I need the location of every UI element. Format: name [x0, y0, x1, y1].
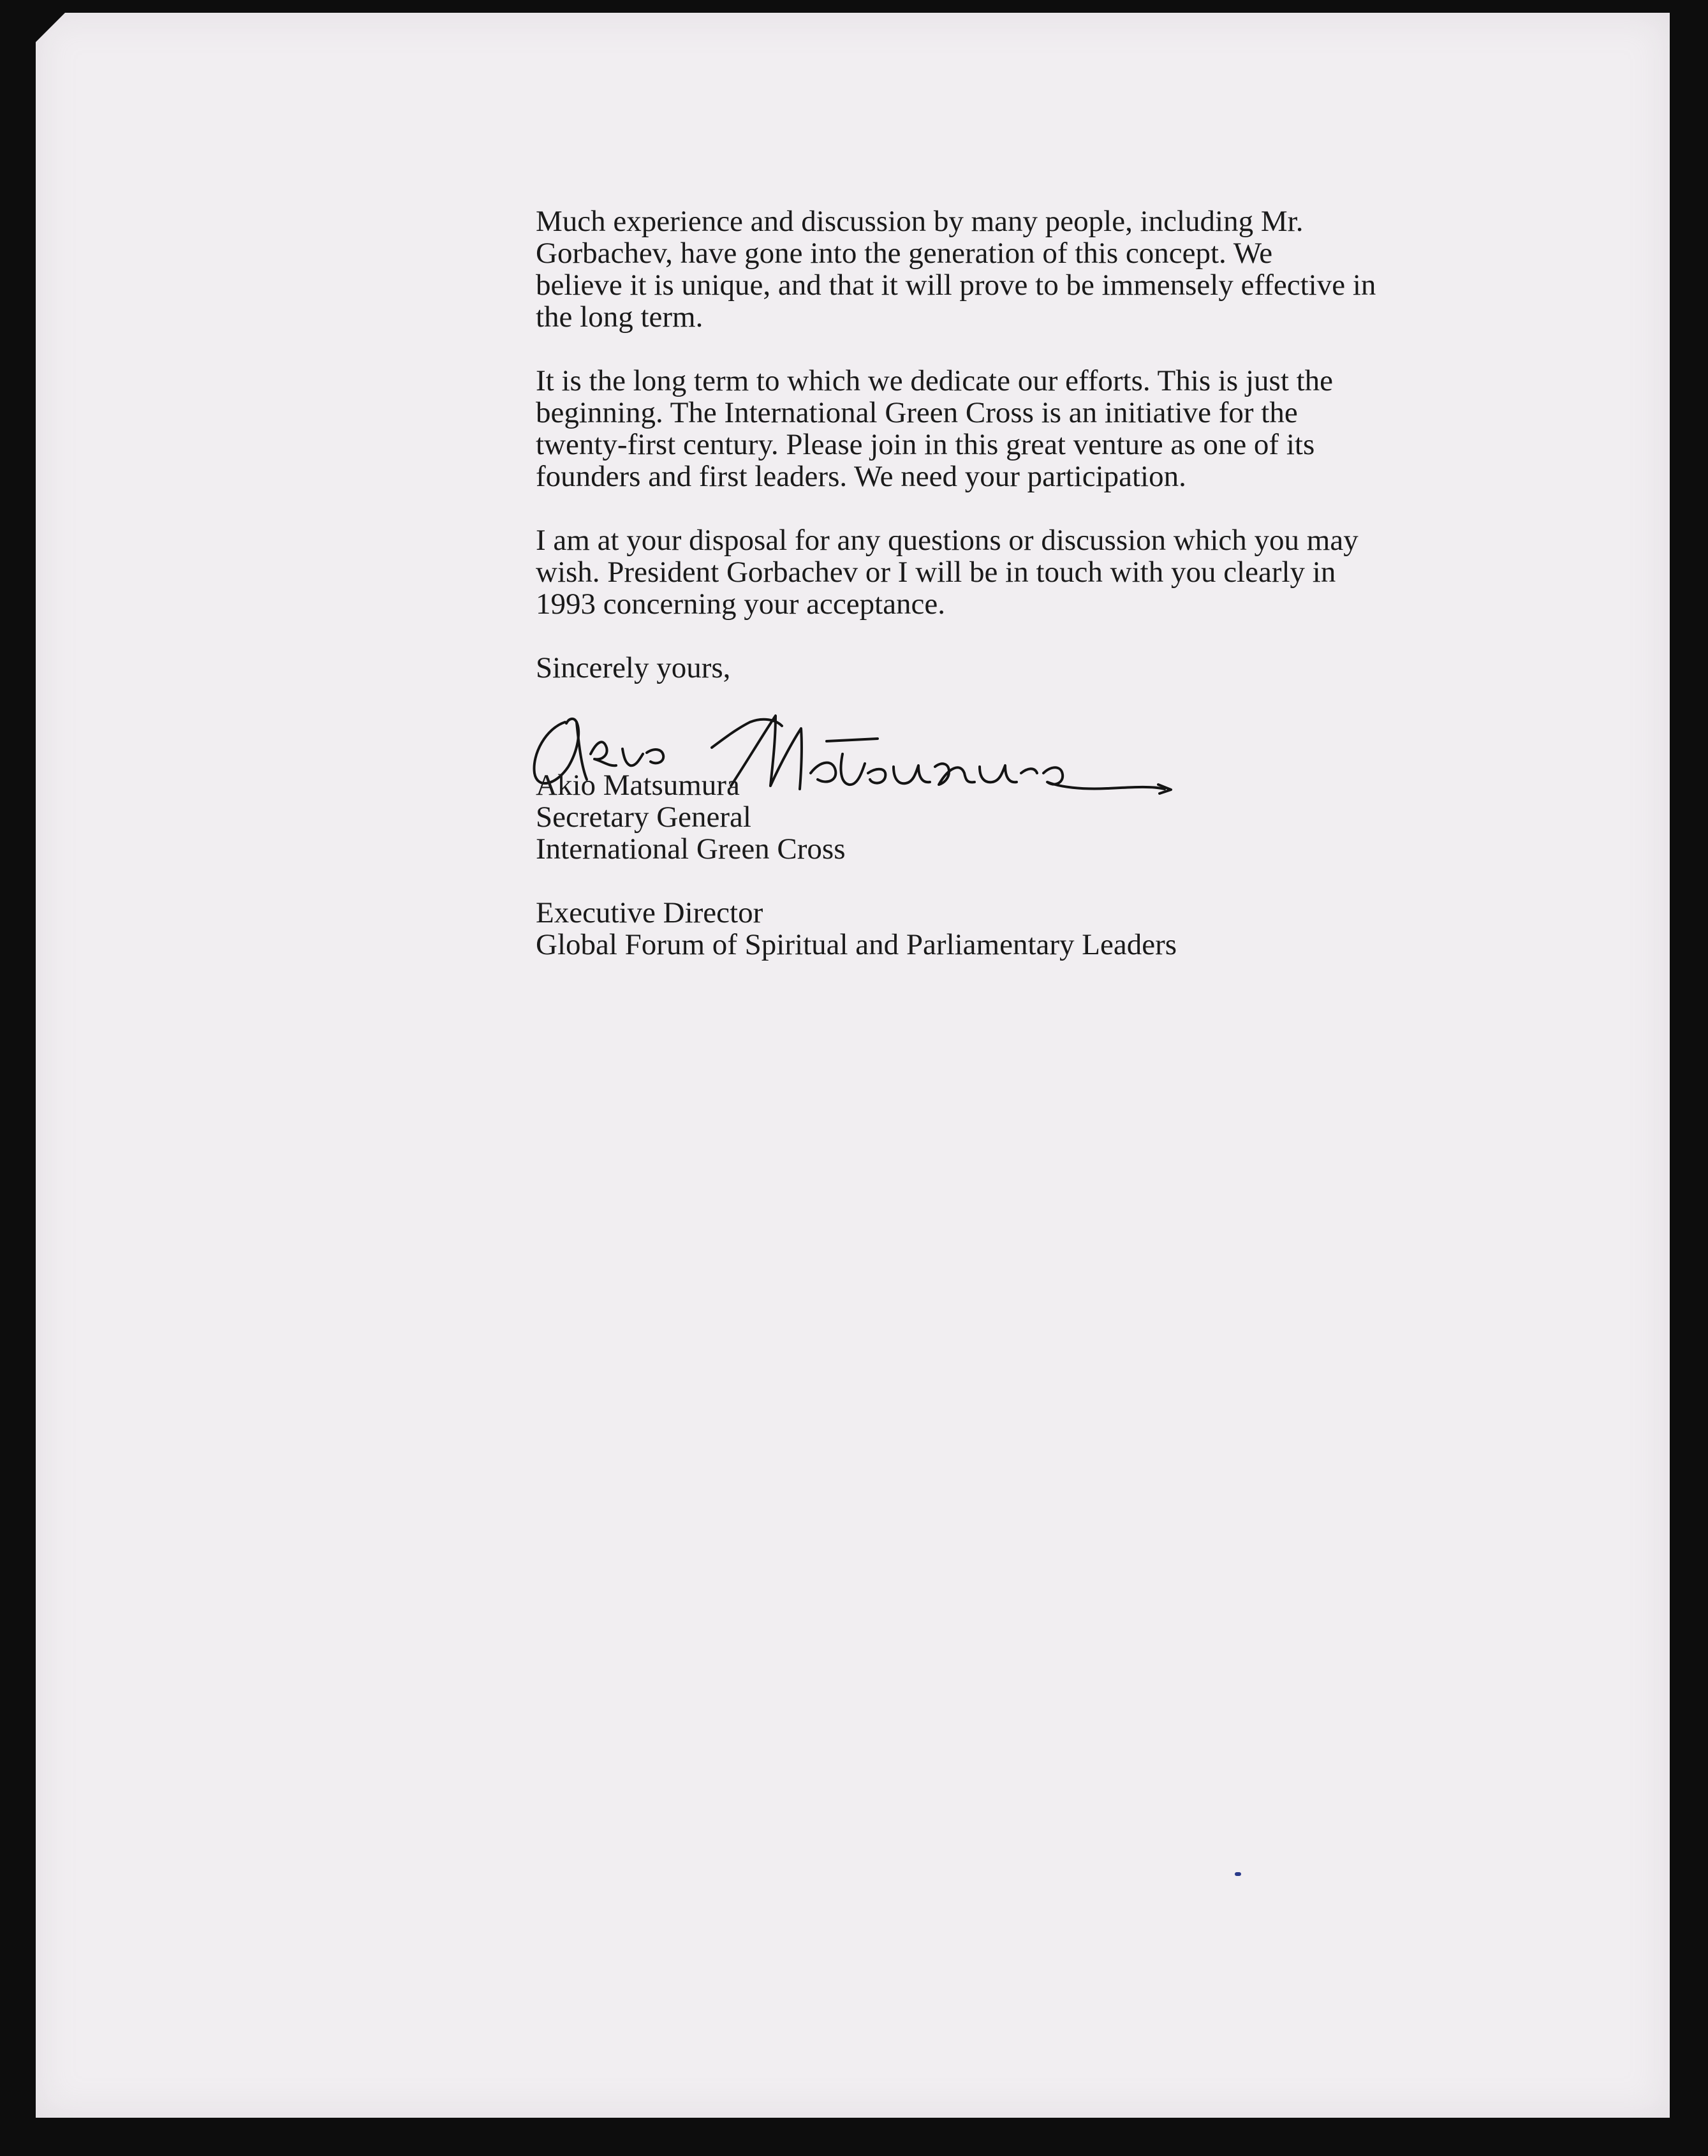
letter-body — [536, 205, 1480, 961]
closing: Sincerely yours, — [536, 651, 731, 684]
signature-block — [536, 769, 1480, 961]
paragraph-3: I am at your disposal for any questions or discussion which you may wish. President Gorbachev or I will be in touch with you clearly in 1993 concerning your acceptance. — [536, 524, 1358, 621]
signer-name: Akio Matsumura — [536, 769, 740, 802]
signer-organization: International Green Cross — [536, 832, 846, 866]
folded-corner — [36, 13, 65, 42]
paragraph-1: Much experience and discussion by many people, including Mr. Gorbachev, have gone into the generation of this concept. We believe it is unique, and that it will prove to be immensely effective in the long term. — [536, 205, 1376, 334]
ink-mark — [1235, 1872, 1241, 1876]
signer-title-2: Executive Director — [536, 896, 763, 929]
paragraph-2: It is the long term to which we dedicate our efforts. This is just the beginning. The International Green Cross is an initiative for the twenty-first century. Please join in this great venture as one of its founders and first leaders. We need your participation. — [536, 364, 1334, 493]
signer-organization-2: Global Forum of Spiritual and Parliamentary Leaders — [536, 928, 1177, 961]
signer-title: Secretary General — [536, 801, 751, 834]
letter-page — [36, 13, 1670, 2118]
